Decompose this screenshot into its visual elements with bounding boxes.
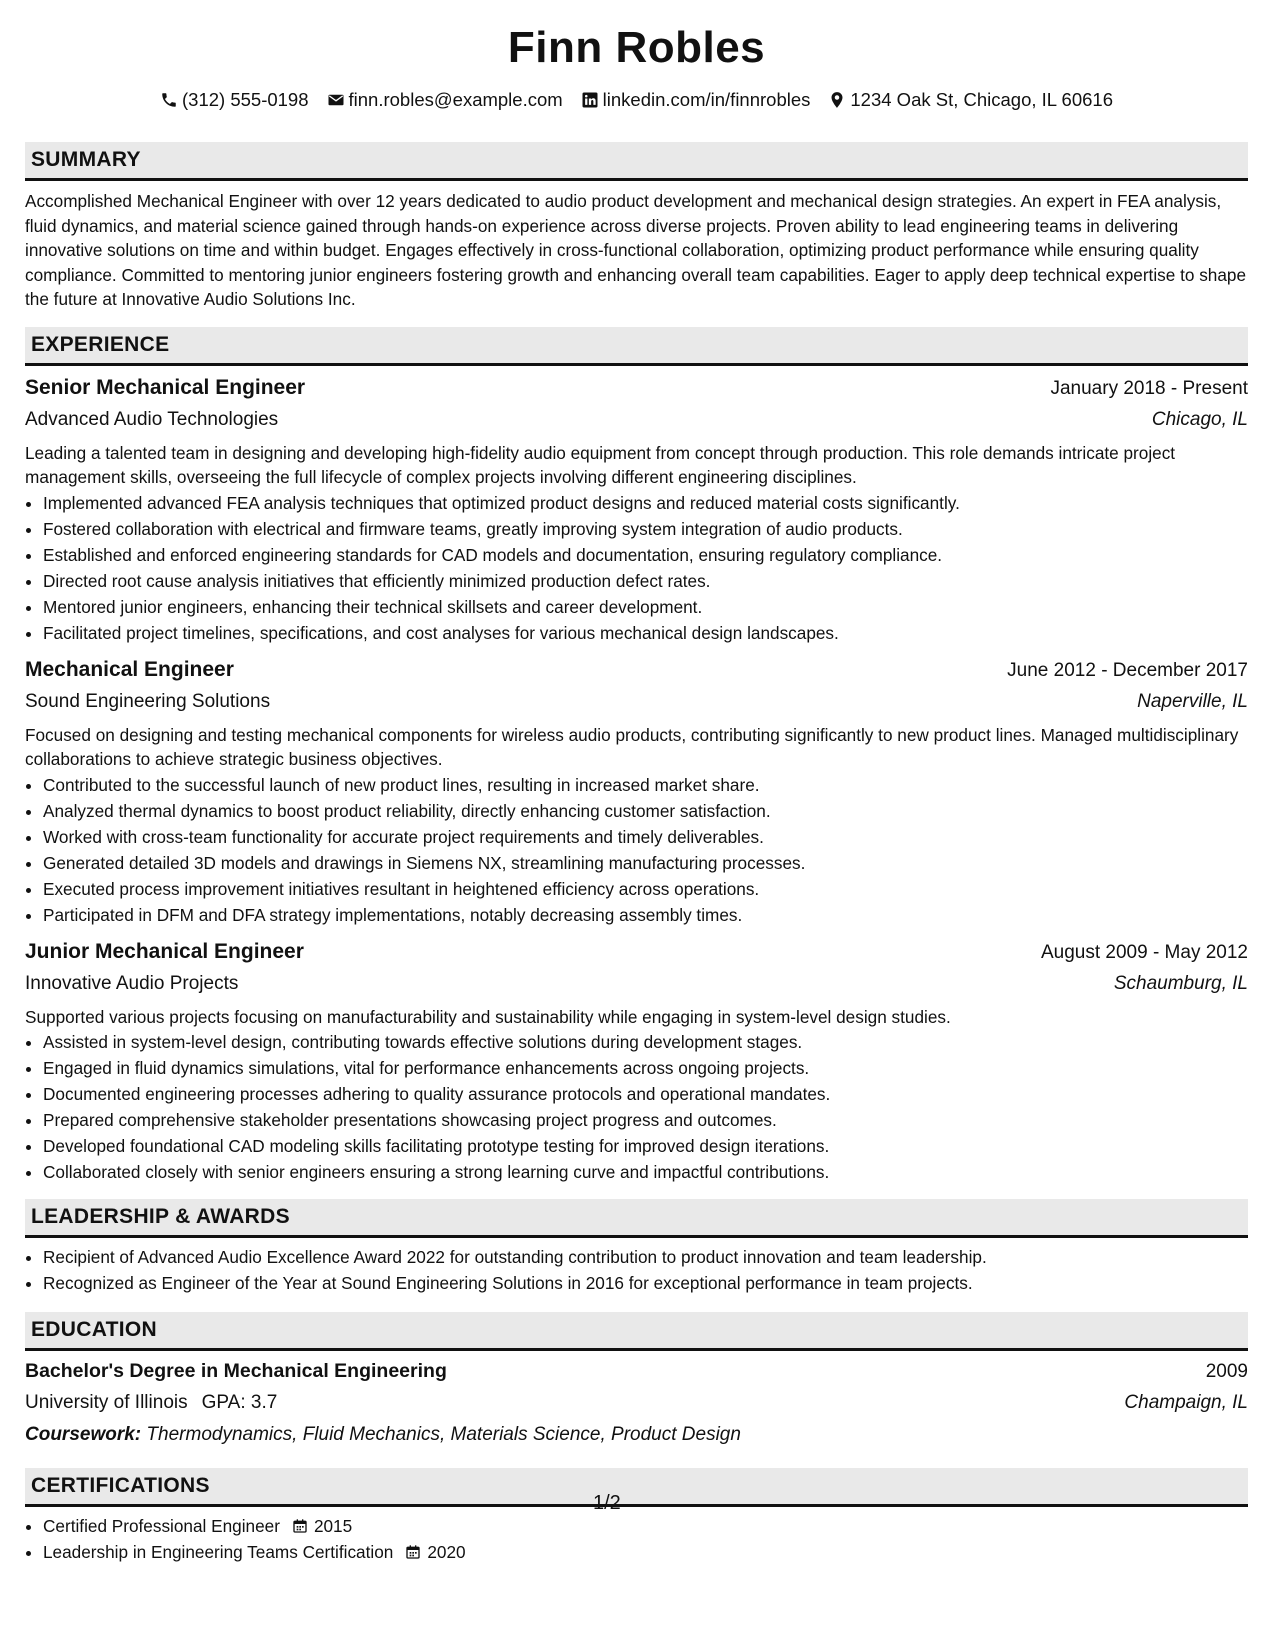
job-dates: June 2012 - December 2017 <box>1007 659 1248 681</box>
contact-linkedin[interactable] <box>581 89 811 111</box>
phone-icon <box>160 91 178 109</box>
gpa: GPA: 3.7 <box>201 1392 278 1413</box>
section-heading: CERTIFICATIONS <box>25 1468 1248 1507</box>
job-bullets <box>25 1029 1248 1185</box>
list-item: • Developed foundational CAD modeling skills facilitating prototype testing for improved design iterations. <box>43 1133 1248 1159</box>
company-name: Sound Engineering Solutions <box>25 690 271 712</box>
list-item: • Fostered collaboration with electrical and firmware teams, greatly improving system integration of audio products. <box>43 516 1248 542</box>
contact-bar <box>25 88 1248 112</box>
envelope-icon <box>327 91 345 109</box>
list-item: • Recipient of Advanced Audio Excellence Award 2022 for outstanding contribution to product innovation and team leadership. <box>43 1244 1248 1270</box>
contact-phone <box>160 89 309 111</box>
school-name: University of Illinois <box>25 1392 188 1413</box>
list-item: • Established and enforced engineering standards for CAD models and documentation, ensuring regulatory compliance. <box>43 542 1248 568</box>
list-item <box>43 1539 1248 1565</box>
job-description: Focused on designing and testing mechanical components for wireless audio products, contributing significantly to new product lines. Managed multidisciplinary collaborations to achieve strategic business objectives. <box>25 724 1239 769</box>
list-item: • Prepared comprehensive stakeholder presentations showcasing project progress and outcomes. <box>43 1107 1248 1133</box>
candidate-name: Finn Robles <box>507 23 766 72</box>
list-item: • Collaborated closely with senior engineers ensuring a strong learning curve and impactful contributions. <box>43 1159 1248 1185</box>
education-section <box>25 1312 1248 1450</box>
certification-year: 2020 <box>427 1542 466 1562</box>
coursework-list: Thermodynamics, Fluid Mechanics, Materials Science, Product Design <box>146 1424 741 1445</box>
list-item: • Recognized as Engineer of the Year at Sound Engineering Solutions in 2016 for exceptional performance in team projects. <box>43 1270 1248 1296</box>
email-text: finn.robles@example.com <box>348 89 563 110</box>
certification-year: 2015 <box>313 1516 353 1536</box>
resume-sheet <box>25 18 1248 1565</box>
list-item: • Engaged in fluid dynamics simulations, vital for performance enhancements across ongoing projects. <box>43 1055 1248 1081</box>
job-location: Chicago, IL <box>1151 408 1248 430</box>
calendar-icon <box>405 1544 421 1560</box>
page-number: 1/2 <box>593 1492 621 1514</box>
job-bullets <box>25 490 1248 646</box>
list-item: • Documented engineering processes adhering to quality assurance protocols and operational mandates. <box>43 1081 1248 1107</box>
section-heading: EXPERIENCE <box>25 327 1248 366</box>
job-dates: January 2018 - Present <box>1050 377 1248 399</box>
job-title: Senior Mechanical Engineer <box>25 375 306 399</box>
job-entry <box>25 372 1248 646</box>
phone-text: (312) 555-0198 <box>182 89 309 110</box>
list-item: • Directed root cause analysis initiatives that efficiently minimized production defect rates. <box>43 568 1248 594</box>
list-item: • Participated in DFM and DFA strategy implementations, notably decreasing assembly times. <box>43 902 1248 928</box>
list-item <box>43 1513 1248 1539</box>
list-item: • Generated detailed 3D models and drawings in Siemens NX, streamlining manufacturing processes. <box>43 850 1248 876</box>
map-pin-icon <box>828 91 846 109</box>
linkedin-icon <box>581 91 599 109</box>
certification-name: • Leadership in Engineering Teams Certification <box>43 1542 394 1562</box>
job-entry <box>25 936 1248 1186</box>
certifications-list <box>25 1513 1248 1565</box>
list-item: • Contributed to the successful launch of new product lines, resulting in increased market share. <box>43 772 1248 798</box>
section-heading: SUMMARY <box>25 142 1248 181</box>
certification-name: • Certified Professional Engineer <box>43 1516 280 1536</box>
job-dates: August 2009 - May 2012 <box>1040 941 1248 963</box>
job-entry <box>25 654 1248 928</box>
coursework <box>25 1420 1248 1450</box>
job-bullets <box>25 772 1248 928</box>
graduation-year: 2009 <box>1205 1361 1248 1382</box>
contact-address <box>828 89 1113 111</box>
list-item: • Mentored junior engineers, enhancing their technical skillsets and career development. <box>43 594 1248 620</box>
school-line <box>25 1388 277 1418</box>
section-heading: LEADERSHIP & AWARDS <box>25 1199 1248 1238</box>
list-item: • Assisted in system-level design, contributing towards effective solutions during development stages. <box>43 1029 1248 1055</box>
job-title: Mechanical Engineer <box>25 657 234 681</box>
list-item: • Facilitated project timelines, specifications, and cost analyses for various mechanical design landscapes. <box>43 620 1248 646</box>
awards-list <box>25 1244 1248 1296</box>
experience-section <box>25 327 1248 1186</box>
job-title: Junior Mechanical Engineer <box>25 939 304 963</box>
degree-title: Bachelor's Degree in Mechanical Engineering <box>25 1360 447 1382</box>
list-item: • Executed process improvement initiatives resultant in heightened efficiency across operations. <box>43 876 1248 902</box>
job-location: Schaumburg, IL <box>1113 972 1248 994</box>
summary-text: Accomplished Mechanical Engineer with over 12 years dedicated to audio product development and mechanical design strategies. An expert in FEA analysis, fluid dynamics, and material science gained through hands-on experience across diverse projects. Proven ability to lead engineering teams in delivering innovative solutions on time and within budget. Engages effectively in cross-functional collaboration, optimizing product performance while ensuring quality compliance. Committed to mentoring junior engineers fostering growth and enhancing overall team capabilities. Eager to apply deep technical expertise to shape the future at Innovative Audio Solutions Inc. <box>25 191 1247 309</box>
job-location: Naperville, IL <box>1137 690 1248 712</box>
address-text: 1234 Oak St, Chicago, IL 60616 <box>850 89 1113 110</box>
school-location: Champaign, IL <box>1124 1392 1248 1413</box>
job-description: Supported various projects focusing on manufacturability and sustainability while engaging in system-level design studies. <box>25 1006 951 1027</box>
company-name: Advanced Audio Technologies <box>25 408 279 430</box>
linkedin-text: linkedin.com/in/finnrobles <box>602 89 811 110</box>
job-description: Leading a talented team in designing and developing high-fidelity audio equipment from concept through production. This role demands intricate project management skills, overseeing the full lifecycle of complex projects involving different engineering disciplines. <box>25 442 1176 487</box>
awards-section <box>25 1199 1248 1296</box>
section-heading: EDUCATION <box>25 1312 1248 1351</box>
company-name: Innovative Audio Projects <box>25 972 239 994</box>
list-item: • Analyzed thermal dynamics to boost product reliability, directly enhancing customer satisfaction. <box>43 798 1248 824</box>
list-item: • Implemented advanced FEA analysis techniques that optimized product designs and reduced material costs significantly. <box>43 490 1248 516</box>
list-item: • Worked with cross-team functionality for accurate project requirements and timely deliverables. <box>43 824 1248 850</box>
certifications-section <box>25 1468 1248 1565</box>
coursework-label: Coursework: <box>25 1424 142 1445</box>
summary-section <box>25 142 1248 312</box>
calendar-icon <box>292 1518 308 1534</box>
contact-email[interactable] <box>327 89 563 111</box>
